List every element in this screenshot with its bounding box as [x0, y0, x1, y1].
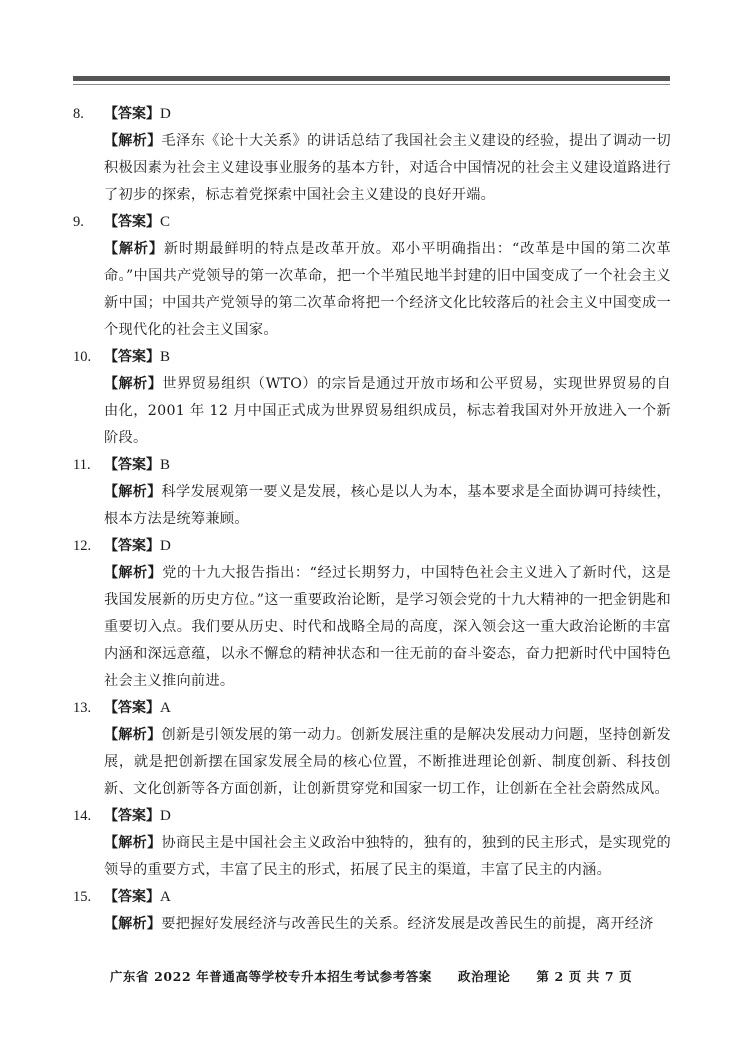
answer-line	[73, 884, 671, 911]
question-number: 8.	[73, 106, 84, 122]
answer-list	[73, 101, 671, 938]
explanation	[104, 911, 671, 938]
explain-tag: 【解析】	[104, 133, 162, 149]
question-number: 15.	[73, 889, 92, 905]
answer-letter: C	[160, 214, 171, 230]
explain-tag: 【解析】	[104, 835, 162, 851]
explain-tag: 【解析】	[104, 727, 162, 743]
explanation-text: 党的十九大报告指出：“经过长期努力，中国特色社会主义进入了新时代，这是我国发展新的历史方位。”这一重要政治论断，是学习领会党的十九大精神的一把金钥匙和重要切入点。我们要从历史、时代和战略全局的高度，深入领会这一重大政治论断的丰富内涵和深远意蕴，以永不懈怠的精神状态和一往无前的奋斗姿态，奋力把新时代中国特色社会主义推向前进。	[104, 565, 671, 689]
answer-tag: 【答案】	[104, 214, 160, 230]
explanation	[104, 560, 671, 695]
answer-letter: D	[160, 538, 171, 554]
question-number: 11.	[73, 457, 91, 473]
explanation	[104, 722, 671, 803]
question-number: 9.	[73, 214, 84, 230]
answer-line	[73, 695, 671, 722]
question-13	[73, 695, 671, 803]
explanation-text: 科学发展观第一要义是发展，核心是以人为本，基本要求是全面协调可持续性，根本方法是统筹兼顾。	[104, 484, 671, 527]
question-11	[73, 452, 671, 533]
answer-letter: B	[160, 349, 171, 365]
answer-line	[73, 101, 671, 128]
explanation	[104, 128, 671, 209]
explanation-text: 毛泽东《论十大关系》的讲话总结了我国社会主义建设的经验，提出了调动一切积极因素为社会主义建设事业服务的基本方针，对适合中国情况的社会主义建设道路进行了初步的探索，标志着党探索中国社会主义建设的良好开端。	[104, 133, 671, 203]
question-number: 14.	[73, 808, 92, 824]
explanation	[104, 371, 671, 452]
answer-line	[73, 803, 671, 830]
footer-page-number: 第 2 页 共 7 页	[536, 969, 633, 984]
page-footer	[0, 967, 742, 985]
explanation	[104, 830, 671, 884]
answer-tag: 【答案】	[104, 808, 160, 824]
answer-tag: 【答案】	[104, 106, 160, 122]
explain-tag: 【解析】	[104, 916, 162, 932]
footer-subject: 政治理论	[458, 969, 511, 984]
explain-tag: 【解析】	[104, 241, 164, 257]
explanation	[104, 479, 671, 533]
question-number: 10.	[73, 349, 92, 365]
explanation-text: 协商民主是中国社会主义政治中独特的，独有的，独到的民主形式，是实现党的领导的重要方式，丰富了民主的形式，拓展了民主的渠道，丰富了民主的内涵。	[104, 835, 671, 878]
header-rule-thin	[73, 84, 670, 85]
answer-tag: 【答案】	[104, 700, 160, 716]
answer-letter: A	[160, 889, 171, 905]
explanation	[104, 236, 671, 344]
header-rule	[73, 76, 670, 81]
question-10	[73, 344, 671, 452]
answer-line	[73, 452, 671, 479]
answer-letter: D	[160, 106, 171, 122]
answer-letter: A	[160, 700, 171, 716]
question-12	[73, 533, 671, 695]
explanation-text: 新时期最鲜明的特点是改革开放。邓小平明确指出：“改革是中国的第二次革命。”中国共产党领导的第一次革命，把一个半殖民地半封建的旧中国变成了一个社会主义新中国；中国共产党领导的第二次革命将把一个经济文化比较落后的社会主义中国变成一个现代化的社会主义国家。	[104, 241, 671, 338]
answer-line	[73, 344, 671, 371]
explanation-text: 世界贸易组织（WTO）的宗旨是通过开放市场和公平贸易，实现世界贸易的自由化，2001 年 12 月中国正式成为世界贸易组织成员，标志着我国对外开放进入一个新阶段。	[104, 376, 672, 446]
explain-tag: 【解析】	[104, 484, 162, 500]
explain-tag: 【解析】	[104, 565, 163, 581]
answer-letter: B	[160, 457, 171, 473]
question-number: 13.	[73, 700, 92, 716]
answer-tag: 【答案】	[104, 457, 160, 473]
answer-tag: 【答案】	[104, 889, 160, 905]
question-14	[73, 803, 671, 884]
answer-tag: 【答案】	[104, 349, 160, 365]
answer-line	[73, 209, 671, 236]
question-15	[73, 884, 671, 938]
question-number: 12.	[73, 538, 92, 554]
question-9	[73, 209, 671, 344]
question-8	[73, 101, 671, 209]
answer-line	[73, 533, 671, 560]
answer-tag: 【答案】	[104, 538, 160, 554]
explain-tag: 【解析】	[104, 376, 163, 392]
explanation-text: 创新是引领发展的第一动力。创新发展注重的是解决发展动力问题，坚持创新发展，就是把创新摆在国家发展全局的核心位置，不断推进理论创新、制度创新、科技创新、文化创新等各方面创新，让创新贯穿党和国家一切工作，让创新在全社会蔚然成风。	[104, 727, 671, 797]
answer-letter: D	[160, 808, 171, 824]
explanation-text: 要把握好发展经济与改善民生的关系。经济发展是改善民生的前提，离开经济	[161, 916, 654, 932]
footer-exam-title: 广东省 2022 年普通高等学校专升本招生考试参考答案	[109, 969, 433, 984]
